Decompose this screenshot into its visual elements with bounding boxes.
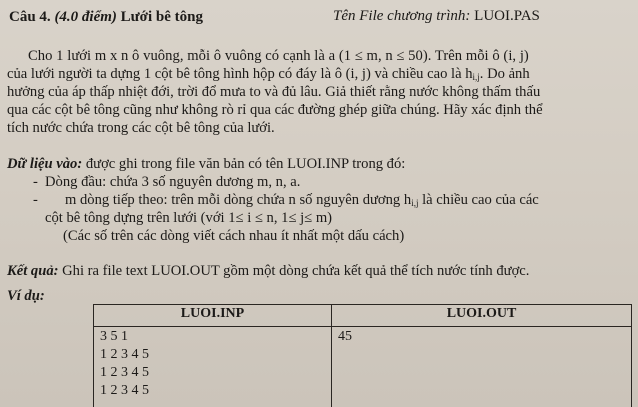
output-section bbox=[7, 262, 529, 280]
output-file-header: LUOI.OUT bbox=[332, 305, 632, 327]
input-line: 3 5 1 bbox=[100, 329, 128, 344]
input-file-header: LUOI.INP bbox=[94, 305, 332, 327]
program-filename: LUOI.PAS bbox=[474, 8, 540, 24]
filename-label: Tên File chương trình: bbox=[333, 8, 471, 24]
example-output-cell bbox=[332, 327, 632, 407]
input-note: (Các số trên các dòng viết cách nhau ít nhất một dấu cách) bbox=[63, 228, 405, 244]
input-line: 1 2 3 4 5 bbox=[100, 383, 149, 398]
statement-line-3: hưởng của áp thấp nhiệt đới, trời đổ mưa to và đủ lâu. Giả thiết rằng nước không thấm thấu bbox=[7, 84, 541, 100]
example-header-row bbox=[94, 305, 632, 327]
input-section-intro bbox=[7, 155, 405, 173]
example-table bbox=[93, 304, 632, 407]
input-bullet-2-continued: cột bê tông dựng trên lưới (với 1≤ i ≤ n, 1≤ j≤ m) bbox=[45, 210, 333, 226]
bullet-dash: - bbox=[33, 174, 38, 190]
statement-line-4: qua các cột bê tông cũng như không rò rỉ qua các đường ghép giữa chúng. Hãy xác định thể bbox=[7, 102, 543, 118]
output-line: 45 bbox=[338, 329, 352, 344]
input-line: 1 2 3 4 5 bbox=[100, 347, 149, 362]
example-label: Ví dụ: bbox=[7, 288, 45, 304]
example-input-cell bbox=[94, 327, 332, 407]
input-line: 1 2 3 4 5 bbox=[100, 365, 149, 380]
input-intro-text: được ghi trong file văn bản có tên LUOI.INP trong đó: bbox=[85, 156, 406, 172]
question-number: Câu 4. bbox=[9, 9, 51, 25]
output-text: Ghi ra file text LUOI.OUT gồm một dòng chứa kết quả thể tích nước tính được. bbox=[62, 263, 530, 279]
statement-line-1: Cho 1 lưới m x n ô vuông, mỗi ô vuông có cạnh là a (1 ≤ m, n ≤ 50). Trên mỗi ô (i, j) bbox=[28, 48, 529, 64]
filename-header bbox=[333, 8, 540, 25]
problem-header bbox=[9, 8, 203, 26]
input-label: Dữ liệu vào: bbox=[7, 156, 83, 172]
question-points: (4.0 điểm) bbox=[54, 9, 117, 25]
example-data-row bbox=[94, 327, 632, 407]
statement-line-2: của lưới người ta dựng 1 cột bê tông hình hộp có đáy là ô (i, j) và chiều cao là $h_{i,j}$. Do ảnh bbox=[7, 66, 530, 82]
input-bullet-2: - m dòng tiếp theo: trên mỗi dòng chứa n số nguyên dương $h_{i,j}$ là chiều cao của các bbox=[33, 192, 539, 208]
problem-name: Lưới bê tông bbox=[120, 9, 203, 25]
statement-line-5: tích nước chứa trong các cột bê tông của lưới. bbox=[7, 120, 275, 136]
output-label: Kết quả: bbox=[7, 263, 59, 279]
input-bullet-1: - Dòng đầu: chứa 3 số nguyên dương m, n, a. bbox=[33, 174, 301, 190]
bullet-dash: - bbox=[33, 192, 38, 208]
